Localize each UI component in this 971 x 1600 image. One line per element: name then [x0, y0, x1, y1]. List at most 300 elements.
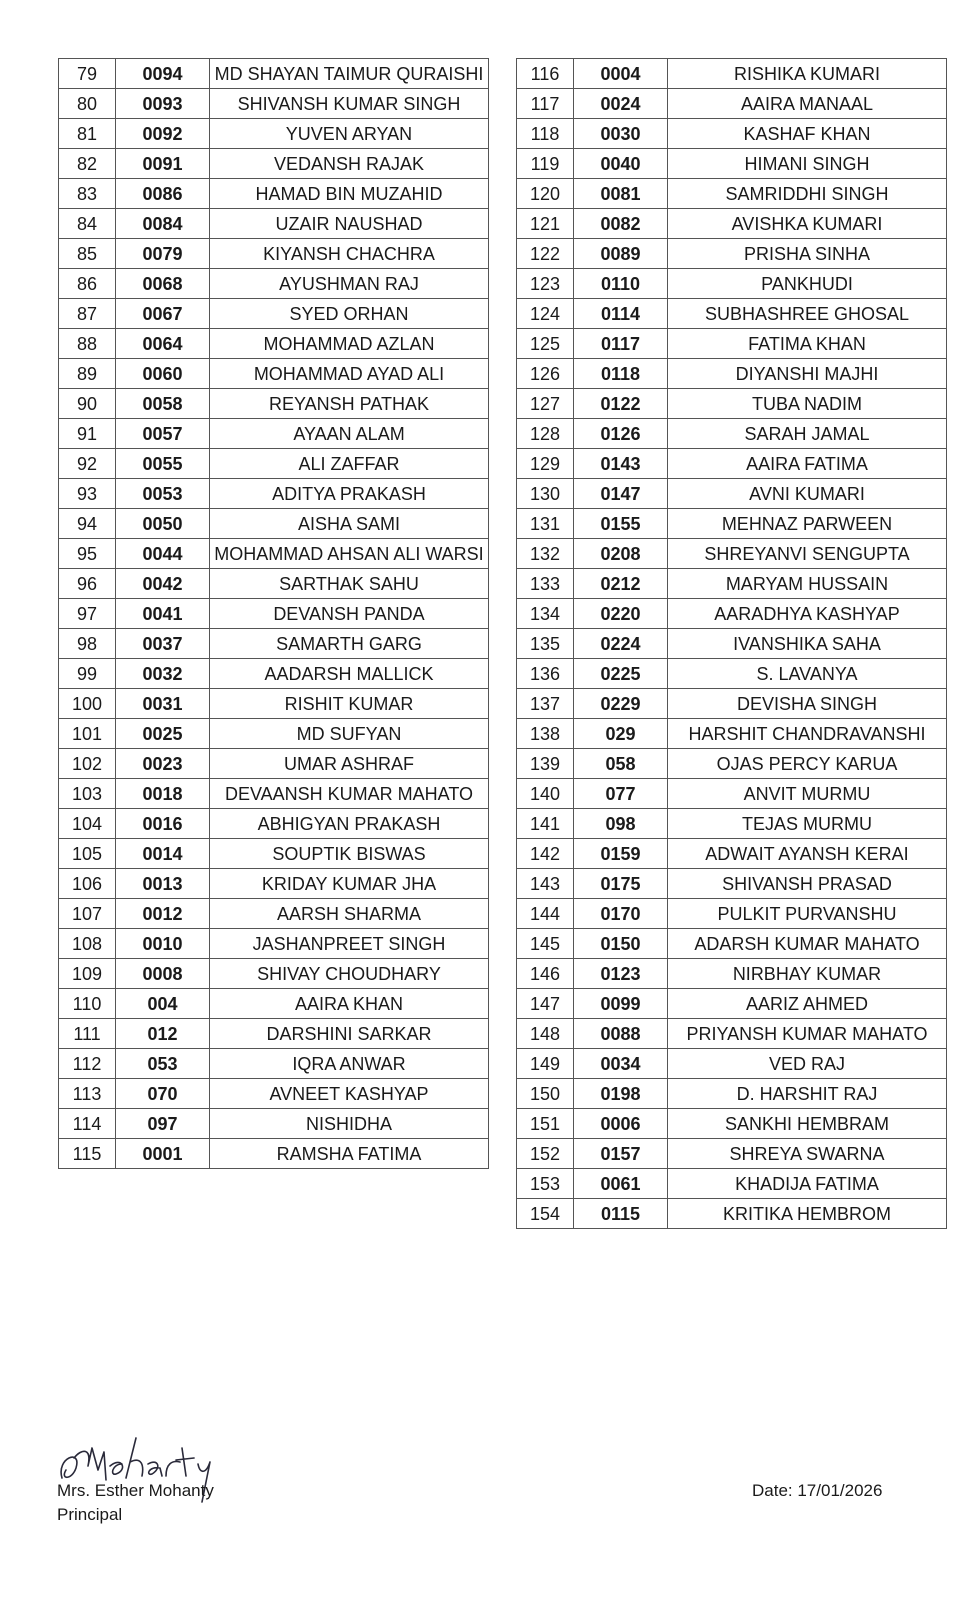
student-name-cell: SHREYANVI SENGUPTA	[668, 539, 947, 569]
student-code-cell: 0016	[116, 809, 210, 839]
student-name-cell: SAMARTH GARG	[210, 629, 489, 659]
student-code-cell: 0041	[116, 599, 210, 629]
student-code-cell: 0159	[574, 839, 668, 869]
signatory-name: Mrs. Esther Mohanty	[57, 1481, 214, 1500]
signatory-title: Principal	[57, 1505, 123, 1524]
serial-number-cell: 131	[517, 509, 574, 539]
serial-number-cell: 120	[517, 179, 574, 209]
student-code-cell: 0155	[574, 509, 668, 539]
student-code-cell: 0117	[574, 329, 668, 359]
student-name-cell: SHIVANSH PRASAD	[668, 869, 947, 899]
student-code-cell: 0006	[574, 1109, 668, 1139]
table-row	[59, 119, 489, 149]
student-code-cell: 0157	[574, 1139, 668, 1169]
serial-number-cell: 86	[59, 269, 116, 299]
student-code-cell: 0114	[574, 299, 668, 329]
table-row	[59, 329, 489, 359]
serial-number-cell: 113	[59, 1079, 116, 1109]
student-code-cell: 0198	[574, 1079, 668, 1109]
student-code-cell: 0012	[116, 899, 210, 929]
table-row	[517, 1199, 947, 1229]
document-date: Date: 17/01/2026	[752, 1481, 883, 1500]
student-name-cell: SHREYA SWARNA	[668, 1139, 947, 1169]
student-name-cell: D. HARSHIT RAJ	[668, 1079, 947, 1109]
serial-number-cell: 143	[517, 869, 574, 899]
table-row	[59, 149, 489, 179]
student-code-cell: 0082	[574, 209, 668, 239]
student-code-cell: 0025	[116, 719, 210, 749]
table-row	[517, 719, 947, 749]
serial-number-cell: 124	[517, 299, 574, 329]
student-name-cell: OJAS PERCY KARUA	[668, 749, 947, 779]
student-name-cell: VEDANSH RAJAK	[210, 149, 489, 179]
table-row	[517, 1139, 947, 1169]
student-name-cell: PRISHA SINHA	[668, 239, 947, 269]
student-name-cell: NISHIDHA	[210, 1109, 489, 1139]
serial-number-cell: 89	[59, 359, 116, 389]
student-code-cell: 0229	[574, 689, 668, 719]
table-row	[59, 569, 489, 599]
student-name-cell: KRITIKA HEMBROM	[668, 1199, 947, 1229]
student-code-cell: 0068	[116, 269, 210, 299]
serial-number-cell: 126	[517, 359, 574, 389]
student-name-cell: DEVAANSH KUMAR MAHATO	[210, 779, 489, 809]
serial-number-cell: 81	[59, 119, 116, 149]
student-name-cell: KIYANSH CHACHRA	[210, 239, 489, 269]
student-name-cell: RAMSHA FATIMA	[210, 1139, 489, 1169]
table-row	[59, 809, 489, 839]
table-row	[517, 1019, 947, 1049]
serial-number-cell: 99	[59, 659, 116, 689]
table-row	[59, 449, 489, 479]
student-name-cell: SAMRIDDHI SINGH	[668, 179, 947, 209]
student-code-cell: 004	[116, 989, 210, 1019]
serial-number-cell: 117	[517, 89, 574, 119]
student-table-right-body	[517, 59, 947, 1229]
student-code-cell: 0084	[116, 209, 210, 239]
table-row	[59, 1109, 489, 1139]
serial-number-cell: 85	[59, 239, 116, 269]
serial-number-cell: 147	[517, 989, 574, 1019]
serial-number-cell: 111	[59, 1019, 116, 1049]
table-row	[517, 929, 947, 959]
student-code-cell: 053	[116, 1049, 210, 1079]
student-name-cell: HARSHIT CHANDRAVANSHI	[668, 719, 947, 749]
student-code-cell: 0040	[574, 149, 668, 179]
student-code-cell: 0037	[116, 629, 210, 659]
table-row	[517, 179, 947, 209]
student-code-cell: 0061	[574, 1169, 668, 1199]
student-code-cell: 0170	[574, 899, 668, 929]
student-code-cell: 0042	[116, 569, 210, 599]
student-name-cell: RISHIT KUMAR	[210, 689, 489, 719]
serial-number-cell: 84	[59, 209, 116, 239]
table-row	[59, 239, 489, 269]
student-code-cell: 0079	[116, 239, 210, 269]
student-name-cell: TUBA NADIM	[668, 389, 947, 419]
student-name-cell: AVNEET KASHYAP	[210, 1079, 489, 1109]
student-code-cell: 0122	[574, 389, 668, 419]
serial-number-cell: 148	[517, 1019, 574, 1049]
student-code-cell: 0008	[116, 959, 210, 989]
student-code-cell: 0225	[574, 659, 668, 689]
table-row	[59, 659, 489, 689]
table-row	[517, 599, 947, 629]
student-name-cell: AADARSH MALLICK	[210, 659, 489, 689]
table-row	[59, 479, 489, 509]
student-name-cell: KASHAF KHAN	[668, 119, 947, 149]
student-name-cell: SARAH JAMAL	[668, 419, 947, 449]
student-code-cell: 0089	[574, 239, 668, 269]
table-row	[517, 119, 947, 149]
table-row	[517, 869, 947, 899]
table-row	[517, 89, 947, 119]
serial-number-cell: 125	[517, 329, 574, 359]
student-name-cell: RISHIKA KUMARI	[668, 59, 947, 89]
student-code-cell: 012	[116, 1019, 210, 1049]
table-row	[517, 509, 947, 539]
student-name-cell: IQRA ANWAR	[210, 1049, 489, 1079]
student-code-cell: 097	[116, 1109, 210, 1139]
serial-number-cell: 121	[517, 209, 574, 239]
table-row	[59, 1139, 489, 1169]
student-code-cell: 098	[574, 809, 668, 839]
serial-number-cell: 109	[59, 959, 116, 989]
serial-number-cell: 106	[59, 869, 116, 899]
student-name-cell: AARIZ AHMED	[668, 989, 947, 1019]
serial-number-cell: 137	[517, 689, 574, 719]
student-code-cell: 0092	[116, 119, 210, 149]
student-name-cell: KHADIJA FATIMA	[668, 1169, 947, 1199]
student-name-cell: VED RAJ	[668, 1049, 947, 1079]
table-row	[59, 839, 489, 869]
student-code-cell: 0110	[574, 269, 668, 299]
student-name-cell: JASHANPREET SINGH	[210, 929, 489, 959]
student-table-right	[516, 58, 947, 1229]
student-code-cell: 0004	[574, 59, 668, 89]
student-name-cell: MOHAMMAD AYAD ALI	[210, 359, 489, 389]
student-code-cell: 0055	[116, 449, 210, 479]
student-name-cell: MARYAM HUSSAIN	[668, 569, 947, 599]
student-name-cell: HIMANI SINGH	[668, 149, 947, 179]
student-name-cell: MEHNAZ PARWEEN	[668, 509, 947, 539]
serial-number-cell: 79	[59, 59, 116, 89]
student-code-cell: 0034	[574, 1049, 668, 1079]
serial-number-cell: 132	[517, 539, 574, 569]
table-row	[517, 659, 947, 689]
student-name-cell: AARADHYA KASHYAP	[668, 599, 947, 629]
serial-number-cell: 127	[517, 389, 574, 419]
serial-number-cell: 118	[517, 119, 574, 149]
student-code-cell: 0175	[574, 869, 668, 899]
student-name-cell: SUBHASHREE GHOSAL	[668, 299, 947, 329]
serial-number-cell: 110	[59, 989, 116, 1019]
serial-number-cell: 101	[59, 719, 116, 749]
table-row	[59, 89, 489, 119]
serial-number-cell: 142	[517, 839, 574, 869]
student-name-cell: ABHIGYAN PRAKASH	[210, 809, 489, 839]
student-code-cell: 0147	[574, 479, 668, 509]
table-row	[517, 59, 947, 89]
serial-number-cell: 108	[59, 929, 116, 959]
student-code-cell: 0014	[116, 839, 210, 869]
table-row	[517, 809, 947, 839]
student-code-cell: 077	[574, 779, 668, 809]
student-code-cell: 0010	[116, 929, 210, 959]
student-name-cell: PRIYANSH KUMAR MAHATO	[668, 1019, 947, 1049]
table-row	[59, 299, 489, 329]
student-table-left	[58, 58, 489, 1169]
serial-number-cell: 144	[517, 899, 574, 929]
student-code-cell: 0018	[116, 779, 210, 809]
table-row	[59, 1049, 489, 1079]
student-name-cell: SANKHI HEMBRAM	[668, 1109, 947, 1139]
serial-number-cell: 130	[517, 479, 574, 509]
student-name-cell: AVNI KUMARI	[668, 479, 947, 509]
student-name-cell: DEVISHA SINGH	[668, 689, 947, 719]
table-row	[517, 1109, 947, 1139]
table-row	[517, 989, 947, 1019]
serial-number-cell: 92	[59, 449, 116, 479]
student-name-cell: HAMAD BIN MUZAHID	[210, 179, 489, 209]
student-name-cell: MD SUFYAN	[210, 719, 489, 749]
serial-number-cell: 102	[59, 749, 116, 779]
serial-number-cell: 152	[517, 1139, 574, 1169]
table-row	[517, 299, 947, 329]
student-code-cell: 058	[574, 749, 668, 779]
serial-number-cell: 91	[59, 419, 116, 449]
table-row	[59, 1079, 489, 1109]
table-row	[59, 269, 489, 299]
student-name-cell: MOHAMMAD AHSAN ALI WARSI	[210, 539, 489, 569]
student-name-cell: FATIMA KHAN	[668, 329, 947, 359]
student-name-cell: DEVANSH PANDA	[210, 599, 489, 629]
serial-number-cell: 95	[59, 539, 116, 569]
student-code-cell: 0088	[574, 1019, 668, 1049]
serial-number-cell: 136	[517, 659, 574, 689]
student-name-cell: SHIVANSH KUMAR SINGH	[210, 89, 489, 119]
serial-number-cell: 122	[517, 239, 574, 269]
student-code-cell: 0024	[574, 89, 668, 119]
table-row	[517, 269, 947, 299]
student-code-cell: 070	[116, 1079, 210, 1109]
student-code-cell: 0050	[116, 509, 210, 539]
student-code-cell: 0091	[116, 149, 210, 179]
serial-number-cell: 151	[517, 1109, 574, 1139]
student-name-cell: AYUSHMAN RAJ	[210, 269, 489, 299]
student-table-left-body	[59, 59, 489, 1169]
serial-number-cell: 133	[517, 569, 574, 599]
student-code-cell: 029	[574, 719, 668, 749]
student-code-cell: 0094	[116, 59, 210, 89]
serial-number-cell: 138	[517, 719, 574, 749]
serial-number-cell: 154	[517, 1199, 574, 1229]
serial-number-cell: 119	[517, 149, 574, 179]
table-row	[517, 1049, 947, 1079]
serial-number-cell: 96	[59, 569, 116, 599]
table-row	[59, 719, 489, 749]
serial-number-cell: 128	[517, 419, 574, 449]
student-name-cell: SHIVAY CHOUDHARY	[210, 959, 489, 989]
student-name-cell: REYANSH PATHAK	[210, 389, 489, 419]
student-code-cell: 0212	[574, 569, 668, 599]
student-name-cell: ALI ZAFFAR	[210, 449, 489, 479]
student-code-cell: 0064	[116, 329, 210, 359]
table-row	[517, 1169, 947, 1199]
table-row	[59, 899, 489, 929]
table-row	[517, 569, 947, 599]
student-name-cell: SARTHAK SAHU	[210, 569, 489, 599]
student-name-cell: AARSH SHARMA	[210, 899, 489, 929]
table-row	[517, 209, 947, 239]
student-code-cell: 0044	[116, 539, 210, 569]
student-name-cell: UZAIR NAUSHAD	[210, 209, 489, 239]
serial-number-cell: 112	[59, 1049, 116, 1079]
table-row	[59, 929, 489, 959]
table-row	[59, 629, 489, 659]
serial-number-cell: 145	[517, 929, 574, 959]
student-name-cell: NIRBHAY KUMAR	[668, 959, 947, 989]
table-row	[517, 1079, 947, 1109]
student-code-cell: 0115	[574, 1199, 668, 1229]
serial-number-cell: 115	[59, 1139, 116, 1169]
student-code-cell: 0123	[574, 959, 668, 989]
student-name-cell: YUVEN ARYAN	[210, 119, 489, 149]
table-row	[59, 869, 489, 899]
serial-number-cell: 80	[59, 89, 116, 119]
serial-number-cell: 146	[517, 959, 574, 989]
student-name-cell: AYAAN ALAM	[210, 419, 489, 449]
student-code-cell: 0031	[116, 689, 210, 719]
student-code-cell: 0023	[116, 749, 210, 779]
table-row	[517, 359, 947, 389]
serial-number-cell: 114	[59, 1109, 116, 1139]
serial-number-cell: 105	[59, 839, 116, 869]
serial-number-cell: 98	[59, 629, 116, 659]
student-code-cell: 0032	[116, 659, 210, 689]
student-name-cell: UMAR ASHRAF	[210, 749, 489, 779]
table-row	[59, 509, 489, 539]
table-row	[59, 419, 489, 449]
student-name-cell: AISHA SAMI	[210, 509, 489, 539]
serial-number-cell: 88	[59, 329, 116, 359]
serial-number-cell: 82	[59, 149, 116, 179]
student-code-cell: 0086	[116, 179, 210, 209]
serial-number-cell: 83	[59, 179, 116, 209]
student-name-cell: MD SHAYAN TAIMUR QURAISHI	[210, 59, 489, 89]
table-row	[517, 479, 947, 509]
table-row	[59, 359, 489, 389]
serial-number-cell: 135	[517, 629, 574, 659]
table-row	[59, 389, 489, 419]
student-code-cell: 0030	[574, 119, 668, 149]
serial-number-cell: 141	[517, 809, 574, 839]
table-row	[517, 689, 947, 719]
serial-number-cell: 107	[59, 899, 116, 929]
serial-number-cell: 139	[517, 749, 574, 779]
student-code-cell: 0126	[574, 419, 668, 449]
table-row	[517, 779, 947, 809]
serial-number-cell: 150	[517, 1079, 574, 1109]
student-name-cell: DIYANSHI MAJHI	[668, 359, 947, 389]
student-name-cell: ADWAIT AYANSH KERAI	[668, 839, 947, 869]
serial-number-cell: 97	[59, 599, 116, 629]
table-row	[59, 59, 489, 89]
table-row	[517, 959, 947, 989]
student-name-cell: PULKIT PURVANSHU	[668, 899, 947, 929]
student-code-cell: 0081	[574, 179, 668, 209]
student-name-cell: SOUPTIK BISWAS	[210, 839, 489, 869]
table-row	[59, 179, 489, 209]
student-code-cell: 0224	[574, 629, 668, 659]
serial-number-cell: 134	[517, 599, 574, 629]
serial-number-cell: 90	[59, 389, 116, 419]
table-row	[517, 419, 947, 449]
serial-number-cell: 94	[59, 509, 116, 539]
table-row	[517, 899, 947, 929]
table-row	[517, 449, 947, 479]
table-row	[59, 749, 489, 779]
student-name-cell: AAIRA FATIMA	[668, 449, 947, 479]
student-code-cell: 0058	[116, 389, 210, 419]
serial-number-cell: 87	[59, 299, 116, 329]
student-code-cell: 0118	[574, 359, 668, 389]
student-name-cell: DARSHINI SARKAR	[210, 1019, 489, 1049]
student-name-cell: AAIRA MANAAL	[668, 89, 947, 119]
serial-number-cell: 93	[59, 479, 116, 509]
table-row	[517, 329, 947, 359]
student-name-cell: ANVIT MURMU	[668, 779, 947, 809]
table-row	[59, 779, 489, 809]
student-name-cell: S. LAVANYA	[668, 659, 947, 689]
student-code-cell: 0093	[116, 89, 210, 119]
student-code-cell: 0060	[116, 359, 210, 389]
student-name-cell: IVANSHIKA SAHA	[668, 629, 947, 659]
serial-number-cell: 149	[517, 1049, 574, 1079]
student-code-cell: 0143	[574, 449, 668, 479]
student-name-cell: AAIRA KHAN	[210, 989, 489, 1019]
student-name-cell: TEJAS MURMU	[668, 809, 947, 839]
student-code-cell: 0053	[116, 479, 210, 509]
serial-number-cell: 100	[59, 689, 116, 719]
table-row	[59, 209, 489, 239]
student-code-cell: 0220	[574, 599, 668, 629]
table-row	[59, 1019, 489, 1049]
serial-number-cell: 104	[59, 809, 116, 839]
student-code-cell: 0099	[574, 989, 668, 1019]
table-row	[59, 989, 489, 1019]
serial-number-cell: 140	[517, 779, 574, 809]
table-row	[517, 239, 947, 269]
student-name-cell: ADITYA PRAKASH	[210, 479, 489, 509]
table-row	[517, 539, 947, 569]
student-code-cell: 0013	[116, 869, 210, 899]
student-name-cell: MOHAMMAD AZLAN	[210, 329, 489, 359]
student-code-cell: 0150	[574, 929, 668, 959]
table-row	[59, 689, 489, 719]
student-name-cell: AVISHKA KUMARI	[668, 209, 947, 239]
serial-number-cell: 116	[517, 59, 574, 89]
table-row	[59, 539, 489, 569]
student-name-cell: KRIDAY KUMAR JHA	[210, 869, 489, 899]
table-row	[517, 629, 947, 659]
table-row	[517, 839, 947, 869]
table-row	[517, 389, 947, 419]
serial-number-cell: 103	[59, 779, 116, 809]
student-name-cell: SYED ORHAN	[210, 299, 489, 329]
table-row	[59, 599, 489, 629]
student-code-cell: 0067	[116, 299, 210, 329]
